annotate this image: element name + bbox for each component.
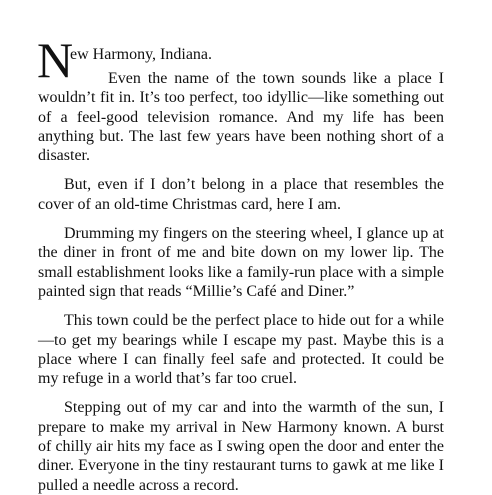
paragraph-3: Drumming my fingers on the steering wheel, I glance up at the diner in front of me and bite down on my lower lip. The small establishment looks like a family-run place with a simple painted sign that reads “Millie’s Café and Diner.” [38, 225, 444, 300]
book-page [38, 32, 444, 495]
paragraph-1: Even the name of the town sounds like a place I wouldn’t fit in. It’s too perfect, too idyllic—like something out of a feel-good television romance. And my life has been anything but. The last few years have been nothing short of a disaster. [38, 70, 444, 165]
paragraph-2: But, even if I don’t belong in a place that resembles the cover of an old-time Christmas card, here I am. [38, 176, 444, 213]
paragraph-4: This town could be the perfect place to hide out for a while—to get my bearings while I escape my past. Maybe this is a place where I can finally feel safe and protected. It could be my refuge in a world that’s far too cruel. [38, 312, 444, 388]
opening-section [38, 32, 444, 165]
drop-cap-letter: N [37, 32, 74, 88]
paragraph-5: Stepping out of my car and into the warmth of the sun, I prepare to make my arrival in New Harmony known. A burst of chilly air hits my face as I swing open the door and enter the diner. Everyone in the tiny restaurant turns to gawk at me like I pulled a needle across a record. [38, 399, 444, 494]
location-heading: ew Harmony, Indiana. [70, 46, 213, 63]
